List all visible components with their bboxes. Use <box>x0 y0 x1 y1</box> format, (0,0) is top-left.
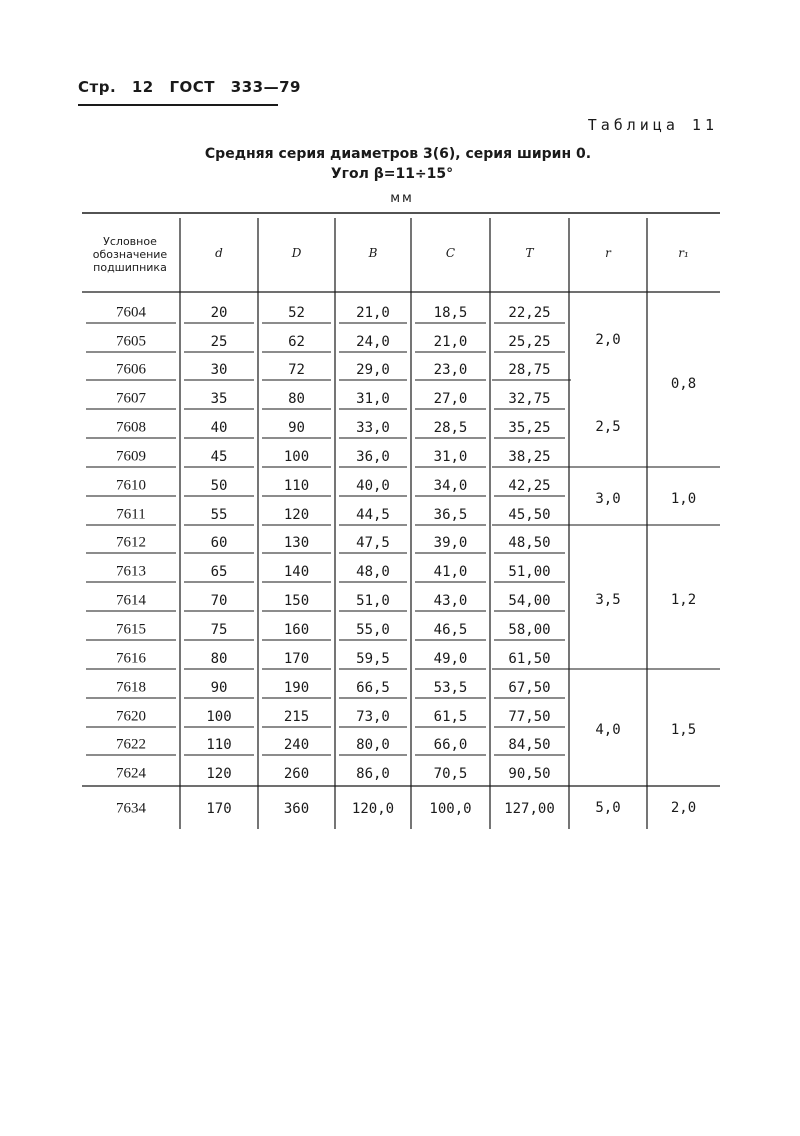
cell-d: 55 <box>210 506 228 523</box>
cell-D: 140 <box>283 563 310 580</box>
column-header-3: B <box>368 246 378 260</box>
bearing-code: 7610 <box>116 477 146 493</box>
cell-D: 72 <box>288 362 305 378</box>
column-header-6: r <box>605 246 611 260</box>
cell-r1: 0,8 <box>670 375 697 392</box>
bearing-code: 7622 <box>116 736 146 753</box>
cell-B: 51,0 <box>356 592 390 609</box>
column-header-4: C <box>445 246 456 260</box>
cell-B: 31,0 <box>356 390 390 407</box>
cell-C: 41,0 <box>433 563 468 580</box>
cell-B: 44,5 <box>356 506 390 523</box>
cell-D: 110 <box>283 477 310 494</box>
cell-T: 48,50 <box>508 535 551 551</box>
cell-C: 61,5 <box>433 708 468 725</box>
page-number: 12 <box>131 78 154 96</box>
cell-T: 58,00 <box>508 621 551 638</box>
cell-T: 45,50 <box>508 506 551 523</box>
bearing-code: 7620 <box>116 708 146 724</box>
standard-name: ГОСТ <box>169 78 216 96</box>
cell-r: 5,0 <box>595 799 621 816</box>
bearing-code: 7634 <box>116 800 146 816</box>
cell-r1: 1,2 <box>670 592 697 608</box>
cell-B: 47,5 <box>356 535 390 551</box>
cell-D: 160 <box>283 621 310 638</box>
cell-d: 70 <box>210 592 228 609</box>
cell-T: 84,50 <box>508 737 551 753</box>
cell-d: 90 <box>210 679 228 696</box>
table-caption-line2: Угол β=11÷15° <box>330 166 454 182</box>
bearing-code: 7609 <box>116 448 146 464</box>
bearing-code: 7612 <box>116 534 146 551</box>
column-header-designation: Условное обозначение подшипника <box>92 235 168 274</box>
column-header-5: T <box>525 246 534 260</box>
cell-r1: 1,0 <box>670 491 697 507</box>
cell-T: 67,50 <box>508 679 551 696</box>
cell-T: 22,25 <box>508 304 551 321</box>
cell-d: 20 <box>210 304 228 321</box>
cell-r1: 1,5 <box>670 721 697 738</box>
cell-D: 130 <box>283 535 310 551</box>
cell-C: 100,0 <box>429 800 472 817</box>
cell-d: 40 <box>210 419 228 436</box>
cell-C: 70,5 <box>433 765 468 782</box>
cell-D: 170 <box>283 650 310 667</box>
cell-T: 90,50 <box>508 765 551 782</box>
cell-C: 28,5 <box>433 419 468 436</box>
cell-d: 110 <box>206 737 232 753</box>
cell-C: 53,5 <box>433 679 468 696</box>
cell-r: 2,5 <box>595 418 621 435</box>
cell-r: 2,0 <box>595 332 621 348</box>
cell-d: 65 <box>210 563 228 580</box>
cell-r1: 2,0 <box>670 799 697 816</box>
cell-C: 18,5 <box>433 304 468 321</box>
cell-d: 60 <box>210 535 228 551</box>
cell-d: 30 <box>210 362 228 378</box>
cell-T: 127,00 <box>504 800 555 817</box>
cell-d: 35 <box>210 390 228 407</box>
cell-B: 55,0 <box>356 621 390 638</box>
cell-T: 28,75 <box>508 362 551 378</box>
cell-B: 48,0 <box>356 563 390 580</box>
cell-T: 38,25 <box>508 448 551 465</box>
cell-T: 42,25 <box>508 477 551 494</box>
cell-T: 35,25 <box>508 419 551 436</box>
cell-B: 120,0 <box>351 800 395 817</box>
cell-D: 120 <box>283 506 310 523</box>
cell-D: 260 <box>283 765 310 782</box>
cell-d: 170 <box>206 800 232 817</box>
cell-D: 100 <box>283 448 310 465</box>
cell-B: 59,5 <box>356 650 390 667</box>
cell-B: 40,0 <box>356 477 390 494</box>
cell-B: 66,5 <box>356 679 390 696</box>
bearing-code: 7616 <box>116 650 146 666</box>
cell-B: 73,0 <box>356 708 390 725</box>
cell-C: 27,0 <box>433 390 468 407</box>
standard-number: 333—79 <box>230 78 301 96</box>
cell-D: 190 <box>283 679 310 696</box>
cell-C: 39,0 <box>433 535 468 551</box>
cell-r: 3,0 <box>595 491 621 507</box>
cell-d: 50 <box>210 477 228 494</box>
cell-d: 25 <box>210 333 228 350</box>
bearing-code: 7615 <box>116 621 146 637</box>
column-header-7: r₁ <box>678 246 689 260</box>
cell-T: 54,00 <box>508 592 551 609</box>
cell-r: 3,5 <box>595 592 621 608</box>
bearing-code: 7614 <box>116 592 146 608</box>
table-label: Таблица 11 <box>587 116 718 134</box>
cell-C: 46,5 <box>433 621 468 638</box>
page-prefix: Стр. <box>78 78 117 96</box>
cell-C: 36,5 <box>433 506 468 523</box>
bearing-code: 7608 <box>116 419 146 435</box>
bearing-code: 7611 <box>116 506 146 522</box>
cell-D: 62 <box>288 333 305 350</box>
bearing-code: 7607 <box>116 390 146 406</box>
cell-T: 25,25 <box>508 333 551 350</box>
column-header-2: D <box>291 246 302 260</box>
cell-C: 49,0 <box>433 650 468 667</box>
cell-T: 77,50 <box>508 708 551 725</box>
bearing-code: 7605 <box>116 333 146 349</box>
cell-d: 45 <box>210 448 228 465</box>
cell-D: 80 <box>288 390 305 407</box>
bearing-code: 7618 <box>116 679 146 695</box>
cell-D: 150 <box>283 592 310 609</box>
cell-C: 43,0 <box>433 592 468 609</box>
bearing-code: 7624 <box>116 765 146 781</box>
bearing-code: 7613 <box>116 563 146 579</box>
cell-D: 215 <box>283 708 310 725</box>
cell-D: 90 <box>288 419 305 436</box>
bearing-code: 7604 <box>116 304 146 320</box>
cell-D: 240 <box>283 737 310 753</box>
cell-C: 23,0 <box>433 362 468 378</box>
cell-C: 34,0 <box>433 477 468 494</box>
cell-D: 52 <box>288 304 305 321</box>
cell-d: 120 <box>206 765 232 782</box>
cell-d: 75 <box>210 621 228 638</box>
cell-B: 36,0 <box>356 448 390 465</box>
cell-r: 4,0 <box>595 721 621 738</box>
cell-d: 100 <box>206 708 232 725</box>
cell-C: 31,0 <box>433 448 468 465</box>
cell-B: 33,0 <box>356 419 390 436</box>
cell-T: 32,75 <box>508 390 551 407</box>
cell-B: 21,0 <box>356 304 390 321</box>
column-header-1: d <box>215 246 223 260</box>
cell-T: 51,00 <box>508 563 551 580</box>
cell-D: 360 <box>283 800 310 817</box>
bearing-code: 7606 <box>116 361 146 378</box>
table-caption-line1: Средняя серия диаметров 3(6), серия ширин 0. <box>204 146 592 162</box>
cell-B: 29,0 <box>356 362 390 378</box>
cell-C: 21,0 <box>433 333 468 350</box>
cell-B: 86,0 <box>356 765 390 782</box>
units-label: мм <box>390 191 414 206</box>
cell-C: 66,0 <box>433 737 468 753</box>
cell-B: 80,0 <box>356 737 390 753</box>
cell-T: 61,50 <box>508 650 551 667</box>
cell-B: 24,0 <box>356 333 390 350</box>
cell-d: 80 <box>210 650 228 667</box>
